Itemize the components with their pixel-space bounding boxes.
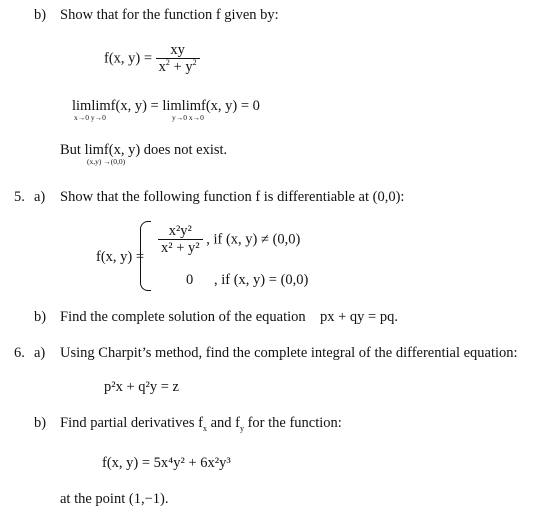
q6a-label: a) [34,345,46,361]
q5-case-1-numerator: x²y² [168,223,192,239]
q5-case-1-fraction [158,224,203,255]
q4b-double-limit-sub: (x,y) →(0,0) [87,157,126,166]
q5-case-1-denominator: x² + y² [158,239,203,256]
q4b-denominator: $x^2 + y^2$ [156,58,200,75]
q4b-prompt: Show that for the function f given by: [60,7,279,23]
q5a-label: a) [34,189,46,205]
q5-case-1 [158,224,300,255]
q4b-limit-sub-right: y→0 x→0 [172,113,204,122]
q6a-equation: p²x + q²y = z [104,379,179,395]
q6b-prompt: Find partial derivatives $f_x$ and $f_y$ for the function: [60,415,342,433]
q6b-point: at the point (1,−1). [60,491,169,507]
q5-case-2-condition: , if (x, y) = (0,0) [214,272,309,288]
q4b-numerator: xy [170,42,185,58]
q5-case-2-value: 0 [186,272,194,288]
q4b-function-definition [104,43,200,74]
q5b-label: b) [34,309,47,325]
q5b-equation: px + qy = pq. [320,309,398,325]
q4b-double-limit-statement: But limf(x, y) does not exist. [60,142,228,158]
q6b-label: b) [34,415,47,431]
q5-piecewise-brace [140,221,151,291]
q5-case-1-condition: , if (x, y) ≠ (0,0) [206,231,301,248]
q4b-label: b) [34,7,47,23]
q5a-prompt: Show that the following function f is differentiable at (0,0): [60,189,405,205]
q6-number: 6. [14,345,25,361]
q4b-iterated-limits: limlimf(x, y) = limlimf(x, y) = 0 [72,98,260,114]
q6a-prompt: Using Charpit’s method, find the complete integral of the differential equation: [60,345,518,361]
q6b-equation: f(x, y) = 5x⁴y² + 6x²y³ [102,455,231,471]
q5-f-lhs: f(x, y) = [96,249,145,265]
q4b-fraction [156,43,200,74]
q5-number: 5. [14,189,25,205]
q4b-limit-sub-left: x→0 y→0 [74,113,106,122]
q5b-prompt: Find the complete solution of the equation [60,309,306,325]
q4b-f-lhs: f(x, y) = [104,50,153,67]
